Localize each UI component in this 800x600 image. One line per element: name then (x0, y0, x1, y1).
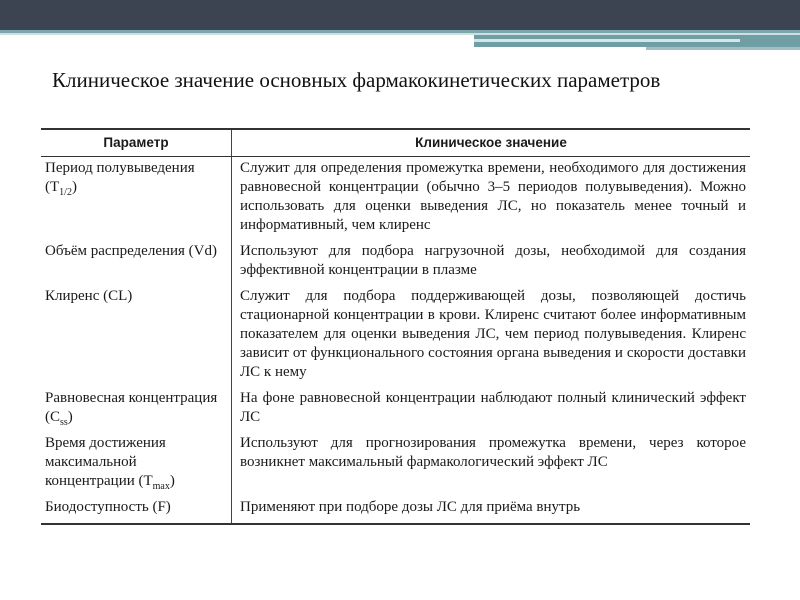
clinical-meaning-cell: Служит для подбора поддерживающей дозы, позволяющей достичь стационарной концентрации в крови. Клиренс считают более информативным показателем для оценки выведения ЛС, чем период полувыведения. Клиренс зависит от функционального состояния органа выведения и скорости доставки ЛС к нему (240, 288, 746, 380)
parameter-cell (41, 387, 232, 432)
slide-title: Клиническое значение основных фармакокинетических параметров (52, 68, 661, 92)
table-row (41, 157, 750, 241)
column-header-clinical-meaning: Клиническое значение (232, 129, 751, 157)
parameter-name: Равновесная концентрация (C (45, 390, 218, 425)
parameter-cell: Клиренс (CL) (41, 285, 232, 387)
parameter-name: Время достижения максимальной концентрации (T (45, 435, 166, 489)
header-accent-tab-lower (646, 47, 800, 50)
column-header-parameter: Параметр (41, 129, 232, 157)
table-header-row (41, 129, 750, 157)
parameter-subscript: max (152, 481, 170, 492)
pharmacokinetics-table (41, 128, 750, 525)
table-row (41, 387, 750, 432)
clinical-meaning-cell: Применяют при подборе дозы ЛС для приёма внутрь (232, 496, 751, 524)
parameter-subscript: ss (60, 417, 68, 428)
parameter-cell: Биодоступность (F) (41, 496, 232, 524)
table-row (41, 496, 750, 524)
parameter-suffix: ) (169, 473, 175, 489)
parameter-cell: Объём распределения (Vd) (41, 240, 232, 285)
parameter-suffix: ) (67, 409, 73, 425)
header-accent-tab-highlight (474, 39, 740, 42)
clinical-meaning-cell: На фоне равновесной концентрации наблюдают полный клинический эффект ЛС (240, 390, 746, 425)
parameter-cell (41, 432, 232, 496)
table-row (41, 240, 750, 285)
parameter-suffix: ) (71, 179, 77, 195)
parameter-cell (41, 157, 232, 241)
table-row (41, 432, 750, 496)
parameter-subscript: 1/2 (59, 187, 72, 198)
clinical-meaning-cell: Используют для подбора нагрузочной дозы, необходимой для создания эффективной концентрации в плазме (240, 243, 746, 278)
table-row (41, 285, 750, 387)
header-band (0, 0, 800, 30)
parameter-name: Период полувыведения (T (45, 160, 195, 195)
clinical-meaning-cell: Служит для определения промежутка времени, необходимого для достижения равновесной концентрации (обычно 3–5 периодов полувыведения). Можно использовать для оценки выведения ЛС, но показатель менее точный и информативный, чем клиренс (240, 160, 746, 233)
clinical-meaning-cell: Используют для прогнозирования промежутка времени, через которое возникнет максимальный фармакологический эффект ЛС (240, 435, 746, 470)
